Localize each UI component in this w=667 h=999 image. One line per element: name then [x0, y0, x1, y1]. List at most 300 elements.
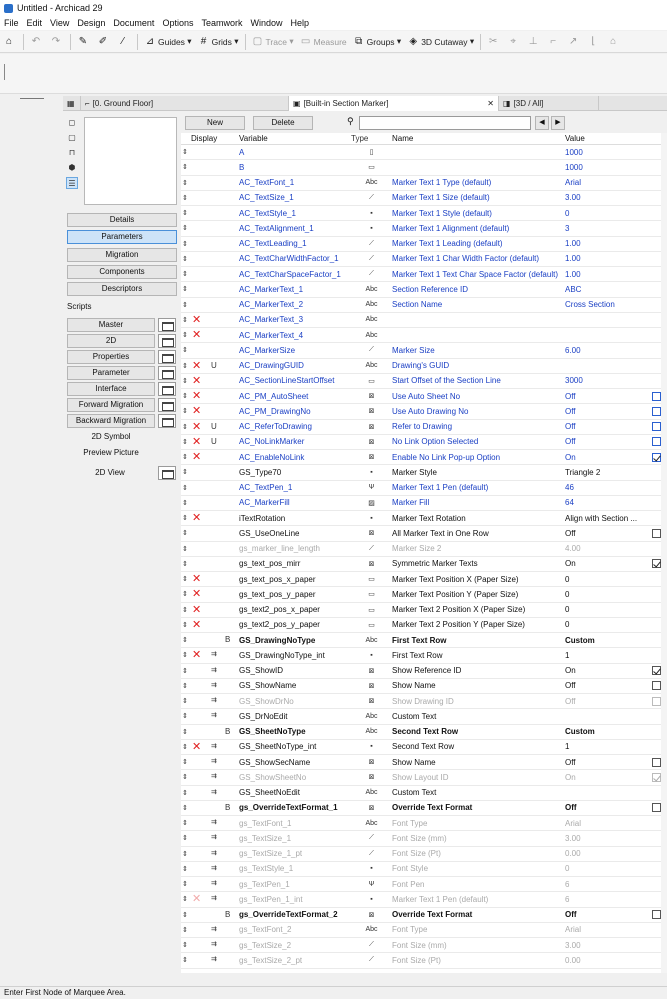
menu-help[interactable]: Help: [290, 18, 310, 28]
parameter-value[interactable]: 3: [565, 223, 570, 233]
open-script-window-icon[interactable]: [158, 382, 176, 396]
value-checkbox[interactable]: [652, 407, 661, 416]
variable-name[interactable]: AC_SectionLineStartOffset: [239, 376, 335, 386]
type-icon[interactable]: ▭: [368, 576, 375, 584]
parameter-value[interactable]: 1000: [565, 147, 583, 157]
parameter-value[interactable]: 0.00: [565, 955, 581, 965]
hidden-x-icon[interactable]: ✕: [192, 329, 202, 341]
type-icon[interactable]: ⊠: [368, 454, 375, 462]
variable-name[interactable]: AC_TextAlignment_1: [239, 223, 314, 233]
menu-edit[interactable]: Edit: [26, 18, 43, 28]
parameter-value[interactable]: 46: [565, 483, 574, 493]
cutaway-dropdown[interactable]: ◈ 3D Cutaway ▾: [404, 33, 477, 51]
parameter-row[interactable]: [181, 420, 667, 435]
variable-name[interactable]: GS_Type70: [239, 467, 282, 477]
type-icon[interactable]: ▪: [370, 743, 373, 751]
variable-name[interactable]: AC_DrawingGUID: [239, 361, 304, 371]
parameter-name[interactable]: Refer to Drawing: [392, 422, 453, 432]
parameter-name[interactable]: Marker Size 2: [392, 544, 442, 554]
parameter-row[interactable]: [181, 557, 667, 572]
drag-handle-icon[interactable]: ⇕: [182, 286, 188, 294]
hidden-x-icon[interactable]: ✕: [192, 512, 202, 524]
parameter-row[interactable]: [181, 603, 667, 618]
parameter-value[interactable]: 1: [565, 650, 570, 660]
parameter-row[interactable]: [181, 496, 667, 511]
menu-window[interactable]: Window: [250, 18, 283, 28]
variable-name[interactable]: gs_text_pos_mirr: [239, 559, 301, 569]
variable-name[interactable]: gs_TextFont_2: [239, 925, 292, 935]
drag-handle-icon[interactable]: ⇕: [182, 393, 188, 401]
type-icon[interactable]: ⊠: [368, 804, 375, 812]
drag-handle-icon[interactable]: ⇕: [182, 194, 188, 202]
type-icon[interactable]: Abc: [365, 362, 378, 370]
menu-file[interactable]: File: [4, 18, 19, 28]
variable-name[interactable]: gs_text2_pos_x_paper: [239, 605, 320, 615]
script-2d-button[interactable]: 2D: [67, 334, 155, 348]
parameter-name[interactable]: No Link Option Selected: [392, 437, 479, 447]
drag-handle-icon[interactable]: ⇕: [182, 850, 188, 858]
drag-handle-icon[interactable]: ⇕: [182, 682, 188, 690]
type-icon[interactable]: ▭: [368, 621, 375, 629]
open-script-window-icon[interactable]: [158, 350, 176, 364]
type-icon[interactable]: ⊠: [368, 438, 375, 446]
parameter-value[interactable]: 3000: [565, 376, 583, 386]
drag-handle-icon[interactable]: ⇕: [182, 240, 188, 248]
parameter-row[interactable]: [181, 786, 667, 801]
drag-handle-icon[interactable]: ⇕: [182, 362, 188, 370]
parameter-name[interactable]: First Text Row: [392, 635, 447, 645]
parameter-value[interactable]: 4.00: [565, 544, 581, 554]
child-level-icon[interactable]: ⇉: [211, 895, 217, 903]
parameter-name[interactable]: Drawing's GUID: [392, 361, 450, 371]
search-previous-button[interactable]: ◀: [535, 116, 549, 130]
type-icon[interactable]: ⊠: [368, 759, 375, 767]
parameter-value[interactable]: 3.00: [565, 193, 581, 203]
parameter-name[interactable]: Marker Text 1 Leading (default): [392, 239, 503, 249]
parameter-name[interactable]: Show Drawing ID: [392, 696, 454, 706]
parameter-name[interactable]: First Text Row: [392, 650, 443, 660]
variable-name[interactable]: gs_TextStyle_1: [239, 864, 294, 874]
migration-button[interactable]: Migration: [67, 248, 177, 262]
child-level-icon[interactable]: ⇉: [211, 941, 217, 948]
type-icon[interactable]: ▪: [370, 514, 373, 522]
variable-name[interactable]: GS_SheetNoType: [239, 727, 306, 737]
type-icon[interactable]: ⟋: [369, 346, 374, 354]
table-scrollbar[interactable]: [661, 133, 667, 973]
child-level-icon[interactable]: ⇉: [211, 834, 217, 842]
parameter-name[interactable]: Marker Text 1 Pen (default): [392, 483, 489, 493]
parameter-row[interactable]: [181, 572, 667, 587]
type-icon[interactable]: Abc: [365, 712, 378, 720]
type-icon[interactable]: Ψ: [368, 880, 375, 888]
parameter-value[interactable]: 0: [565, 574, 570, 584]
parameter-name[interactable]: Marker Text Position Y (Paper Size): [392, 589, 519, 599]
parameter-row[interactable]: [181, 313, 667, 328]
script-2d-symbol-button[interactable]: 2D Symbol: [91, 432, 131, 441]
drag-handle-icon[interactable]: ⇕: [182, 149, 188, 157]
parameter-value[interactable]: Off: [565, 406, 576, 416]
hidden-x-icon[interactable]: ✕: [192, 374, 202, 387]
col-variable[interactable]: Variable: [239, 134, 268, 143]
hidden-x-icon[interactable]: ✕: [192, 451, 202, 463]
drag-handle-icon[interactable]: ⇕: [182, 423, 188, 431]
drag-handle-icon[interactable]: ⇕: [182, 332, 188, 340]
variable-name[interactable]: gs_TextFont_1: [239, 818, 292, 828]
parameter-name[interactable]: Font Pen: [392, 879, 425, 889]
parameter-row[interactable]: [181, 877, 667, 892]
hidden-x-icon[interactable]: ✕: [192, 390, 202, 402]
variable-name[interactable]: AC_NoLinkMarker: [239, 437, 305, 447]
drag-handle-icon[interactable]: ⇕: [182, 560, 188, 568]
drag-handle-icon[interactable]: ⇕: [182, 667, 188, 675]
parameter-name[interactable]: Marker Size: [392, 345, 435, 355]
parameter-value[interactable]: Off: [565, 437, 576, 447]
variable-name[interactable]: gs_text_pos_x_paper: [239, 574, 316, 584]
drag-handle-icon[interactable]: ⇕: [182, 545, 188, 553]
drag-handle-icon[interactable]: ⇕: [182, 759, 188, 767]
drag-handle-icon[interactable]: ⇕: [182, 301, 188, 309]
variable-name[interactable]: GS_ShowName: [239, 681, 297, 691]
view-2d-icon[interactable]: ◻: [68, 118, 76, 127]
variable-name[interactable]: gs_TextSize_2_pt: [239, 955, 303, 965]
new-parameter-button[interactable]: New: [185, 116, 245, 130]
hidden-x-icon[interactable]: ✕: [192, 588, 202, 601]
type-icon[interactable]: ▪: [370, 224, 373, 232]
components-button[interactable]: Components: [67, 265, 177, 279]
parameter-row[interactable]: [181, 435, 667, 450]
parameter-value[interactable]: 6.00: [565, 345, 581, 355]
parameter-row[interactable]: [181, 938, 667, 953]
search-next-button[interactable]: ▶: [551, 116, 565, 130]
hidden-x-icon[interactable]: ✕: [192, 740, 202, 753]
drag-handle-icon[interactable]: ⇕: [182, 789, 188, 797]
value-checkbox[interactable]: [652, 559, 661, 568]
variable-name[interactable]: B: [239, 162, 245, 172]
parameter-row[interactable]: [181, 755, 667, 770]
type-icon[interactable]: ⟋: [369, 254, 374, 262]
drag-handle-icon[interactable]: ⇕: [182, 942, 188, 950]
value-checkbox[interactable]: [652, 758, 661, 767]
child-level-icon[interactable]: ⇉: [211, 712, 217, 720]
parameter-name[interactable]: Section Reference ID: [392, 284, 469, 294]
parameter-value[interactable]: Off: [565, 681, 576, 691]
variable-name[interactable]: AC_EnableNoLink: [239, 452, 305, 462]
parameter-name[interactable]: Font Type: [392, 818, 428, 828]
drag-handle-icon[interactable]: ⇕: [182, 316, 188, 324]
variable-name[interactable]: GS_ShowSecName: [239, 757, 311, 767]
parameter-value[interactable]: 1000: [565, 162, 583, 172]
close-tab-icon[interactable]: ✕: [487, 99, 494, 108]
type-icon[interactable]: ⟋: [369, 849, 374, 857]
variable-name[interactable]: AC_MarkerSize: [239, 345, 296, 355]
variable-name[interactable]: gs_marker_line_length: [239, 544, 320, 554]
hidden-x-icon[interactable]: ✕: [192, 313, 202, 326]
hidden-x-icon[interactable]: ✕: [192, 420, 202, 433]
drag-handle-icon[interactable]: ⇕: [182, 210, 188, 218]
parameter-value[interactable]: 0: [565, 208, 570, 218]
drag-handle-icon[interactable]: ⇕: [182, 225, 188, 233]
view-list-icon[interactable]: ☰: [66, 177, 78, 189]
parameter-name[interactable]: Use Auto Sheet No: [392, 391, 461, 401]
type-icon[interactable]: ⊠: [368, 698, 375, 706]
drag-handle-icon[interactable]: ⇕: [182, 896, 188, 904]
drag-handle-icon[interactable]: ⇕: [182, 347, 188, 355]
parameter-value[interactable]: 1: [565, 742, 570, 752]
parameter-row[interactable]: [181, 298, 667, 313]
variable-name[interactable]: AC_TextFont_1: [239, 178, 295, 188]
parameter-name[interactable]: Marker Text 2 Position Y (Paper Size): [392, 620, 525, 630]
type-icon[interactable]: ▨: [368, 499, 375, 507]
parameter-value[interactable]: 6: [565, 894, 570, 904]
value-checkbox[interactable]: [652, 666, 661, 675]
variable-name[interactable]: gs_TextPen_1: [239, 879, 290, 889]
undo-button[interactable]: [27, 33, 47, 51]
drag-handle-icon[interactable]: ⇕: [182, 271, 188, 279]
drag-handle-icon[interactable]: ⇕: [182, 835, 188, 843]
magic-wand-button[interactable]: [114, 33, 134, 51]
script-2d-view-button[interactable]: 2D View: [95, 468, 125, 477]
parameter-name[interactable]: Marker Text 1 Size (default): [392, 193, 490, 203]
child-level-icon[interactable]: ⇉: [211, 651, 217, 659]
parameter-name[interactable]: Marker Text 1 Alignment (default): [392, 223, 510, 233]
drag-handle-icon[interactable]: ⇕: [182, 515, 188, 523]
type-icon[interactable]: Abc: [365, 728, 378, 736]
variable-name[interactable]: AC_MarkerText_4: [239, 330, 304, 340]
parameter-value[interactable]: 3.00: [565, 833, 581, 843]
bold-flag[interactable]: B: [225, 802, 231, 812]
child-level-icon[interactable]: ⇉: [211, 666, 217, 674]
type-icon[interactable]: ▭: [368, 377, 375, 385]
variable-name[interactable]: GS_DrawingNoType: [239, 635, 316, 645]
parameter-name[interactable]: Custom Text: [392, 711, 437, 721]
open-script-window-icon[interactable]: [158, 398, 176, 412]
menu-view[interactable]: View: [50, 18, 70, 28]
hidden-x-icon[interactable]: ✕: [192, 573, 202, 585]
value-checkbox[interactable]: [652, 453, 661, 462]
hidden-x-icon[interactable]: ✕: [192, 893, 202, 906]
parameter-name[interactable]: Marker Text 1 Style (default): [392, 208, 492, 218]
variable-name[interactable]: GS_SheetNoEdit: [239, 788, 300, 798]
parameter-row[interactable]: [181, 618, 667, 633]
parameter-value[interactable]: 3.00: [565, 940, 581, 950]
parameter-name[interactable]: Show Layout ID: [392, 772, 449, 782]
parameter-value[interactable]: 0: [565, 589, 570, 599]
script-preview-picture-button[interactable]: Preview Picture: [83, 448, 139, 457]
type-icon[interactable]: ▪: [370, 651, 373, 659]
type-icon[interactable]: Abc: [365, 926, 378, 934]
type-icon[interactable]: ⊠: [368, 408, 375, 416]
parameter-row[interactable]: [181, 908, 667, 923]
parameter-value[interactable]: 1.00: [565, 269, 581, 279]
type-icon[interactable]: ⊠: [368, 393, 375, 401]
parameter-row[interactable]: [181, 679, 667, 694]
parameter-name[interactable]: Custom Text: [392, 788, 437, 798]
variable-name[interactable]: iTextRotation: [239, 513, 286, 523]
parameter-name[interactable]: Override Text Format: [392, 803, 473, 813]
parameter-name[interactable]: Font Size (mm): [392, 940, 447, 950]
drag-handle-icon[interactable]: ⇕: [182, 408, 188, 416]
unique-flag[interactable]: U: [211, 360, 217, 370]
value-checkbox[interactable]: [652, 681, 661, 690]
parameter-value[interactable]: Off: [565, 391, 576, 401]
value-checkbox[interactable]: [652, 910, 661, 919]
type-icon[interactable]: Abc: [365, 301, 378, 309]
variable-name[interactable]: AC_TextSize_1: [239, 193, 294, 203]
parameter-row[interactable]: [181, 176, 667, 191]
parameter-value[interactable]: Custom: [565, 727, 595, 737]
type-icon[interactable]: ⟋: [369, 270, 374, 278]
variable-name[interactable]: AC_MarkerFill: [239, 498, 290, 508]
parameter-value[interactable]: Off: [565, 910, 577, 920]
variable-name[interactable]: GS_UseOneLine: [239, 528, 300, 538]
parameter-value[interactable]: Cross Section: [565, 300, 615, 310]
variable-name[interactable]: AC_ReferToDrawing: [239, 422, 312, 432]
parameter-value[interactable]: 0: [565, 620, 570, 630]
child-level-icon[interactable]: ⇉: [211, 849, 217, 857]
open-script-window-icon[interactable]: [158, 318, 176, 332]
bold-flag[interactable]: B: [225, 909, 231, 919]
variable-name[interactable]: gs_OverrideTextFormat_2: [239, 910, 338, 920]
parameter-name[interactable]: Marker Text 2 Position X (Paper Size): [392, 605, 526, 615]
type-icon[interactable]: Abc: [365, 819, 378, 827]
parameter-row[interactable]: [181, 343, 667, 358]
variable-name[interactable]: AC_TextPen_1: [239, 483, 293, 493]
parameter-name[interactable]: Show Name: [392, 681, 436, 691]
type-icon[interactable]: ▪: [370, 895, 373, 903]
open-script-window-icon[interactable]: [158, 414, 176, 428]
roof-button[interactable]: [604, 33, 624, 51]
type-icon[interactable]: Abc: [365, 636, 378, 644]
pick-up-button[interactable]: [74, 33, 94, 51]
drag-handle-icon[interactable]: ⇕: [182, 774, 188, 782]
parameter-value[interactable]: On: [565, 559, 576, 569]
parameter-value[interactable]: Triangle 2: [565, 467, 601, 477]
parameter-row[interactable]: [181, 923, 667, 938]
type-icon[interactable]: Abc: [365, 331, 378, 339]
child-level-icon[interactable]: ⇉: [211, 742, 217, 750]
parameter-row[interactable]: [181, 267, 667, 282]
hidden-x-icon[interactable]: ✕: [192, 405, 202, 418]
drag-handle-icon[interactable]: ⇕: [182, 469, 188, 477]
child-level-icon[interactable]: ⇉: [211, 773, 217, 781]
variable-name[interactable]: AC_PM_AutoSheet: [239, 391, 309, 401]
type-icon[interactable]: ⟋: [369, 834, 374, 842]
tab-ground-floor[interactable]: ⌐ [0. Ground Floor]: [81, 96, 289, 111]
parameter-search-input[interactable]: [359, 116, 531, 130]
parameter-value[interactable]: Custom: [565, 635, 595, 645]
drag-handle-icon[interactable]: ⇕: [182, 743, 188, 751]
parameter-name[interactable]: Marker Text Position X (Paper Size): [392, 574, 519, 584]
unique-flag[interactable]: U: [211, 421, 217, 431]
unique-flag[interactable]: U: [211, 436, 217, 446]
parameter-name[interactable]: Show Name: [392, 757, 436, 767]
guides-dropdown[interactable]: ⊿ Guides ▾: [145, 36, 192, 47]
parameter-value[interactable]: Off: [565, 696, 576, 706]
parameter-row[interactable]: [181, 740, 667, 755]
script-master-button[interactable]: Master: [67, 318, 155, 332]
value-checkbox[interactable]: [652, 422, 661, 431]
drag-handle-icon[interactable]: ⇕: [182, 179, 188, 187]
parameter-row[interactable]: [181, 237, 667, 252]
drag-handle-icon[interactable]: ⇕: [182, 804, 188, 812]
variable-name[interactable]: AC_TextStyle_1: [239, 208, 296, 218]
parameter-name[interactable]: Marker Text 1 Pen (default): [392, 894, 489, 904]
parameter-value[interactable]: 0.00: [565, 849, 581, 859]
parameter-row[interactable]: [181, 526, 667, 541]
variable-name[interactable]: GS_ShowDrNo: [239, 696, 294, 706]
parameter-value[interactable]: Align with Section ...: [565, 513, 638, 523]
parameter-name[interactable]: All Marker Text in One Row: [392, 528, 489, 538]
type-icon[interactable]: Abc: [365, 789, 378, 797]
variable-name[interactable]: AC_MarkerText_1: [239, 284, 304, 294]
parameter-value[interactable]: On: [565, 452, 576, 462]
variable-name[interactable]: gs_TextSize_1: [239, 833, 292, 843]
parameter-row[interactable]: [181, 664, 667, 679]
hidden-x-icon[interactable]: ✕: [192, 618, 202, 631]
bold-flag[interactable]: B: [225, 635, 231, 644]
variable-name[interactable]: AC_TextLeading_1: [239, 239, 307, 249]
drag-handle-icon[interactable]: ⇕: [182, 881, 188, 889]
type-icon[interactable]: Abc: [365, 316, 378, 324]
parameter-row[interactable]: [181, 389, 667, 404]
value-checkbox[interactable]: [652, 437, 661, 446]
parameter-row[interactable]: [181, 374, 667, 389]
open-script-window-icon[interactable]: [158, 366, 176, 380]
parameter-value[interactable]: 64: [565, 498, 574, 508]
type-icon[interactable]: ⟋: [369, 544, 374, 552]
parameter-row[interactable]: [181, 694, 667, 709]
parameter-value[interactable]: Arial: [565, 818, 582, 828]
drag-handle-icon[interactable]: ⇕: [182, 606, 188, 614]
type-icon[interactable]: ▭: [368, 606, 375, 614]
variable-name[interactable]: AC_PM_DrawingNo: [239, 406, 311, 416]
parameter-row[interactable]: [181, 831, 667, 846]
parameter-row[interactable]: [181, 816, 667, 831]
parameter-row[interactable]: [181, 892, 667, 907]
parameter-row[interactable]: [181, 145, 667, 160]
parameter-row[interactable]: [181, 221, 667, 236]
drag-handle-icon[interactable]: ⇕: [182, 713, 188, 721]
parameter-name[interactable]: Second Text Row: [392, 727, 459, 737]
parameter-value[interactable]: Arial: [565, 925, 582, 935]
parameter-row[interactable]: [181, 450, 667, 465]
value-checkbox[interactable]: [652, 697, 661, 706]
curve-button[interactable]: [564, 33, 584, 51]
hidden-x-icon[interactable]: ✕: [192, 359, 202, 372]
child-level-icon[interactable]: ⇉: [211, 697, 217, 704]
drag-handle-icon[interactable]: ⇕: [182, 652, 188, 660]
variable-name[interactable]: AC_MarkerText_2: [239, 300, 304, 310]
delete-parameter-button[interactable]: Delete: [253, 116, 313, 130]
parameter-name[interactable]: Marker Text Rotation: [392, 513, 466, 523]
type-icon[interactable]: Ψ: [368, 484, 375, 492]
inject-button[interactable]: [94, 33, 114, 51]
parameter-name[interactable]: Marker Fill: [392, 498, 430, 508]
parameter-row[interactable]: [181, 511, 667, 526]
tab-3d-all[interactable]: ◨ [3D / All]: [499, 96, 599, 111]
drag-handle-icon[interactable]: ⇕: [182, 637, 188, 645]
view-front-icon[interactable]: ▢: [68, 133, 76, 142]
parameter-row[interactable]: [181, 359, 667, 374]
script-parameter-button[interactable]: Parameter: [67, 366, 155, 380]
parameter-row[interactable]: [181, 770, 667, 785]
groups-dropdown[interactable]: ⧉ Groups ▾: [350, 33, 405, 51]
parameter-name[interactable]: Section Name: [392, 300, 443, 310]
menu-options[interactable]: Options: [162, 18, 194, 28]
variable-name[interactable]: GS_DrNoEdit: [239, 711, 288, 721]
parameter-row[interactable]: [181, 465, 667, 480]
tab-grid-icon-cell[interactable]: [63, 96, 81, 111]
